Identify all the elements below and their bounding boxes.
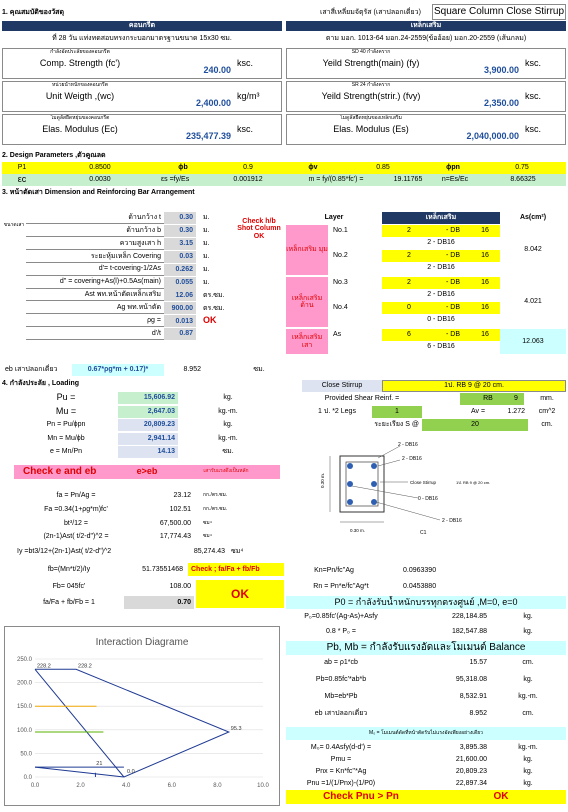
concrete-prop-en: Elas. Modulus (Ec)	[42, 123, 118, 134]
label-dim-vertical: 0.30 m.	[320, 472, 325, 488]
m0-value: 20,809.23	[455, 768, 487, 776]
load-label: Mn = Mu/ϕb	[47, 434, 85, 442]
dim-row-value: 0.30	[164, 225, 196, 237]
dim-row-value: 0.055	[164, 277, 196, 289]
rebar-layer: No.1	[333, 227, 348, 235]
phi-pn-value: 0.75	[515, 164, 529, 172]
pb-value: 8.952	[469, 710, 487, 718]
fb-check: Check ; fa/Fa + fb/Fb	[188, 563, 284, 576]
combined-ok: OK	[196, 580, 284, 608]
column-type-title: Square Column Close Stirrup	[432, 4, 566, 20]
av-unit: cm^2	[538, 408, 556, 416]
sum-value: 0.70	[124, 596, 194, 609]
label-top-bars: 2 - DB16	[398, 442, 418, 448]
m0-title: M₀ = โมเมนต์ดัดที่หน้าตัดรับไม่แรงอัดเพียงอย่างเดียว	[286, 727, 566, 740]
load-value: 14.13	[118, 446, 178, 458]
m0-label: Pmu =	[330, 756, 352, 764]
concrete-prop-value: 240.00	[203, 64, 231, 75]
eb-unit: ซม.	[253, 366, 265, 374]
concrete-prop-box	[2, 48, 282, 79]
rebar-5	[347, 499, 353, 505]
sum-label: fa/Fa + fb/Fb = 1	[43, 598, 95, 606]
dim-row-label: ด้านกว้าง b	[26, 225, 164, 237]
x-tick-label: 6.0	[167, 783, 176, 789]
check-e-label: Check e and eb	[23, 465, 97, 477]
load-value: 20,809.23	[118, 419, 178, 431]
legs-value: 1	[372, 406, 422, 418]
column-outline	[340, 456, 384, 512]
m0-unit: kg.	[523, 768, 533, 776]
m0-unit: kg.-m.	[518, 744, 538, 752]
steel-prop-en: Elas. Modulus (Es)	[333, 123, 409, 134]
rb-diameter: 9	[508, 393, 524, 405]
pb-unit: cm.	[522, 710, 534, 718]
eb-value: 8.952	[183, 366, 201, 374]
calc-value: 67,500.00	[159, 519, 191, 527]
p1-value: 0.8500	[89, 164, 111, 172]
series-line-2	[35, 669, 124, 777]
shear-reinf-label: Provided Shear Reinf. =	[324, 395, 400, 403]
fb-label: fb=(Mn*t/2)/Iy	[47, 565, 91, 573]
epsilon-c-value: 0.0030	[89, 176, 111, 184]
p0-unit: kg.	[523, 628, 533, 636]
rebar-count: 2	[382, 225, 436, 237]
x-tick-label: 2.0	[76, 783, 85, 789]
load-unit: kg.	[223, 421, 233, 429]
steel-prop-th: SR 24 กำลังคราก	[351, 81, 391, 88]
pb-value: 15.57	[469, 659, 487, 667]
calc-unit: กก./ตร.ซม.	[203, 492, 228, 499]
x-tick-label: 10.0	[257, 783, 269, 789]
steel-standard: ตาม มอก. 1013-64 มอก.24-2559(ข้ออ้อย) มอก.20-2559 (เส้นกลม)	[325, 35, 527, 43]
n-value: 8.66325	[510, 176, 536, 184]
dim-row-label: Ag พท.หน้าตัด	[26, 302, 164, 314]
steel-prop-value: 2,350.00	[483, 97, 519, 108]
column-section-drawing	[290, 436, 566, 554]
rebar-count: 0	[382, 302, 436, 314]
spacing-label: ระยะเรียง S @	[374, 421, 419, 429]
steel-prop-box	[286, 48, 566, 79]
p1-label: P1	[17, 164, 27, 172]
label-side-bars: 0 - DB16	[418, 496, 438, 502]
phi-b-value: 0.9	[243, 164, 253, 172]
dim-row-value: 0.013	[164, 315, 196, 327]
load-value: 2,941.14	[118, 433, 178, 445]
m0-label: Pnx = Kn*fc''*Ag	[315, 768, 367, 776]
dim-row-label: d" = covering+As(l)+0.5As(main)	[26, 277, 164, 289]
n-label: n=Es/Ec	[441, 176, 469, 184]
dim-row-label: d'= t-covering-1/2As	[26, 264, 164, 276]
load-unit: ซม.	[222, 448, 234, 456]
concrete-header: คอนกรีต	[2, 21, 282, 31]
label-column-name: C1	[420, 530, 427, 536]
m0-label: Pnu =1/(1/Pnx)-(1/P0)	[306, 780, 376, 788]
column-type-caption: เสาสี่เหลี่ยมจัตุรัส (เสาปลอกเดี่ยว)	[320, 9, 421, 17]
concrete-prop-unit: kg/m³	[237, 91, 260, 102]
rebar-summary: 0 - DB16	[427, 316, 455, 324]
load-label: Pn = Pu/ϕpn	[46, 421, 86, 429]
dim-row-label: Ast พท.หน้าตัดเหล็กเสริม	[26, 289, 164, 301]
phi-b-label: ϕb	[178, 164, 188, 172]
steel-prop-unit: ksc.	[525, 91, 542, 102]
section-2-title: 2. Design Parameters ,ตัวคูณลด	[2, 151, 106, 159]
concrete-prop-value: 2,400.00	[195, 97, 231, 108]
dim-row-unit: ม.	[203, 278, 210, 286]
m0-value: 22,897.34	[455, 780, 487, 788]
rebar-area: 4.021	[524, 298, 542, 306]
dim-row-value: 900.00	[164, 302, 196, 314]
steel-prop-value: 2,040,000.00	[466, 130, 519, 141]
rebar-type: - DB	[436, 329, 470, 341]
steel-prop-th: SD 40 กำลังคราก	[351, 48, 391, 55]
stirrup-spec: 1ป. RB 9 @ 20 cm.	[382, 380, 566, 392]
concrete-prop-box	[2, 114, 282, 145]
rebar-area: 12.063	[500, 329, 566, 354]
pb-label: Mb=eb*Pb	[324, 693, 358, 701]
rebar-summary: 2 - DB16	[427, 264, 455, 272]
short-column-check: Check h/b Shot Column OK	[237, 217, 281, 240]
p0-title: P0 = กำลังรับน้ำหนักบรรทุกตรงศูนย์ ,M=0, e=0	[286, 596, 566, 609]
calc-label: bt³/12 =	[64, 519, 88, 527]
m0-value: 3,895.38	[459, 744, 487, 752]
steel-prop-unit: ksc.	[525, 124, 542, 135]
rebar-layer: No.2	[333, 252, 348, 260]
calc-unit: ซม⁴	[203, 519, 212, 526]
p0-value: 182,547.88	[451, 628, 487, 636]
steel-prop-value: 3,900.00	[483, 64, 519, 75]
rebar-2	[371, 463, 377, 469]
rebar-diameter: 16	[470, 302, 500, 314]
load-value: 2,647.03	[118, 406, 178, 418]
rebar-area: 8.042	[524, 246, 542, 254]
pb-label: Pb=0.85fc'*ab*b	[315, 676, 367, 684]
av-label: Av =	[470, 408, 486, 416]
interaction-chart-frame	[4, 626, 280, 806]
dim-row-label: ρg =	[26, 315, 164, 327]
spacing-unit: cm.	[541, 421, 553, 429]
final-check-label: Check Pnu > Pn	[286, 790, 436, 804]
rebar-1	[347, 463, 353, 469]
section-3-title: 3. หน้าตัดเสา Dimension and Reinforcing Bar Arrangement	[2, 188, 195, 196]
steel-prop-box	[286, 81, 566, 112]
dim-row-value: 0.87	[164, 328, 196, 340]
rebar-type: - DB	[436, 250, 470, 262]
load-unit: kg.	[223, 394, 233, 402]
data-label: 228.2	[37, 663, 51, 670]
pb-title: Pb, Mb = กำลังรับแรงอัดและโมเมนต์ Balance	[286, 641, 566, 655]
m-value: 19.11765	[393, 176, 423, 184]
rebar-diameter: 16	[470, 329, 500, 341]
epsilon-c-label: εc	[17, 174, 27, 185]
iy-unit: ซม⁴	[231, 548, 244, 556]
series-line-0	[35, 669, 229, 777]
epsilon-s-label: εs =fy/Es	[161, 176, 190, 184]
calc-unit: กก./ตร.ซม.	[203, 506, 228, 513]
y-tick-label: 250.0	[16, 657, 32, 663]
concrete-prop-th: โมดูลัสยืดหยุ่นของคอนกรีต	[50, 114, 110, 121]
section-4-title: 4. กำลังประลัย , Loading	[2, 379, 80, 387]
dim-row-unit: ม.	[203, 240, 210, 248]
iy-label: Iy =bt3/12+(2n-1)Ast( t/2-d")^2	[17, 548, 112, 556]
concrete-standard: ที่ 28 วัน แท่งทดสอบทรงกระบอกมาตรฐานขนาด 15x30 ซม.	[52, 35, 232, 43]
rebar-type: - DB	[436, 302, 470, 314]
dim-row-label: ระยะหุ้มเหล็ก Covering	[26, 251, 164, 263]
kn-label: Kn=Pn/fc''Ag	[314, 566, 354, 574]
data-label: 95.3	[230, 726, 242, 733]
steel-prop-en: Yeild Strength(main) (fy)	[322, 57, 420, 68]
chart-title: Interaction Diagrame	[95, 637, 189, 648]
calc-value: 17,774.43	[159, 533, 191, 541]
calc-label: fa = Pn/Ag =	[56, 492, 96, 500]
legs-label: 1 ป. *2 Legs	[318, 408, 356, 416]
kn-value: 0.0963390	[403, 566, 437, 574]
calc-value: 102.51	[169, 506, 191, 514]
layer-header: Layer	[324, 214, 344, 222]
rebar-layer: No.3	[333, 279, 348, 287]
x-tick-label: 8.0	[213, 783, 222, 789]
data-label: 0.0	[127, 769, 135, 776]
rebar-count: 2	[382, 250, 436, 262]
pb-unit: cm.	[522, 659, 534, 667]
final-check-result: OK	[436, 790, 566, 804]
m0-value: 21,600.00	[455, 756, 487, 764]
dim-row-label: ความสูงเสา h	[26, 238, 164, 250]
dim-row-unit: ม.	[203, 214, 210, 222]
load-value: 15,606.92	[118, 392, 178, 404]
phi-pn-label: ϕpn	[446, 164, 460, 172]
check-e-result: e>eb	[136, 466, 158, 477]
spacing-value: 20	[422, 419, 528, 431]
calc-unit: ซม⁴	[203, 533, 212, 540]
rebar-diameter: 16	[470, 277, 500, 289]
dim-row-unit: OK	[203, 315, 217, 326]
dim-row-unit: ตร.ซม.	[203, 304, 225, 312]
x-tick-label: 0.0	[30, 783, 40, 789]
rebar-layer: No.4	[333, 304, 348, 312]
fb-value: 51.73551468	[142, 565, 183, 573]
concrete-prop-unit: ksc.	[237, 58, 254, 69]
m-label: m = fy/(0.85*fc') =	[308, 176, 364, 184]
dim-row-unit: ตร.ซม.	[203, 291, 225, 299]
series-line-3	[35, 767, 124, 777]
m0-unit: kg.	[523, 780, 533, 788]
concrete-prop-en: Comp. Strength (fc')	[39, 57, 121, 68]
eb-label: eb เสาปลอกเดี่ยว	[5, 366, 58, 374]
label-stirrup: Close Stirrup	[410, 480, 437, 485]
steel-prop-en: Yeild Strength(strir.) (fvy)	[321, 90, 421, 101]
eb-formula: 0.67*ρg*m + 0.17)*	[72, 364, 164, 376]
calc-value: 23.12	[173, 492, 191, 500]
section-1-title: 1. คุณสมบัติของวัสดุ	[2, 9, 64, 17]
pb-label: ab = ρ1*cb	[324, 659, 358, 667]
y-tick-label: 200.0	[16, 680, 32, 687]
calc-label: (2n-1)Ast( t/2-d")^2 =	[43, 533, 109, 541]
data-label: 21	[96, 761, 103, 768]
x-tick-label: 4.0	[122, 783, 131, 789]
steel-prop-box	[286, 114, 566, 145]
p0-label: P₀=0.85fc'(Ag-As)+Asfy	[304, 613, 378, 621]
dim-row-label: ด้านกว้าง t	[26, 212, 164, 224]
rn-label: Rn = Pn*e/fc''Ag*t	[313, 582, 369, 590]
pb-unit: kg.-m.	[518, 693, 538, 701]
concrete-prop-box	[2, 81, 282, 112]
calc-label: Fa =0.34(1+ρg*m)fc'	[44, 506, 108, 514]
pb-value: 95,318.08	[455, 676, 487, 684]
y-tick-label: 100.0	[16, 727, 32, 734]
rebar-group-name: เหล็กเสริม เสา	[286, 329, 328, 354]
concrete-prop-th: กำลังอัดประลัยของคอนกรีต	[50, 48, 110, 55]
phi-v-label: ϕv	[308, 164, 318, 172]
load-label: e = Mn/Pn	[49, 448, 83, 456]
rn-value: 0.0453880	[403, 582, 437, 590]
dim-row-value: 3.15	[164, 238, 196, 250]
pb-unit: kg.	[523, 676, 533, 684]
p0-label: 0.8 * P₀ =	[326, 628, 356, 636]
rb-unit: mm.	[540, 395, 554, 403]
av-value: 1.272	[507, 408, 525, 416]
rebar-group-name: เหล็กเสริม มุม	[286, 225, 328, 275]
dim-row-value: 0.03	[164, 251, 196, 263]
steel-prop-th: โมดูลัสยืดหยุ่นของเหล็กเสริม	[340, 114, 402, 121]
rebar-type: - DB	[436, 225, 470, 237]
load-unit: kg.-m.	[218, 407, 238, 415]
label-mid-bars: 2 - DB16	[402, 456, 422, 462]
rebar-type: - DB	[436, 277, 470, 289]
load-label: Mu =	[55, 405, 77, 416]
load-label: Pu =	[56, 392, 76, 403]
y-tick-label: 150.0	[16, 704, 32, 711]
concrete-prop-unit: ksc.	[237, 124, 254, 135]
epsilon-s-value: 0.001912	[233, 176, 263, 184]
steel-header: เหล็กเสริม	[286, 21, 566, 31]
pb-value: 8,532.91	[459, 693, 487, 701]
dim-row-unit	[200, 328, 234, 340]
dim-row-value: 0.30	[164, 212, 196, 224]
dim-row-unit: ม.	[203, 253, 210, 261]
as-header: As(cm²)	[519, 214, 547, 222]
rb-label: RB	[460, 393, 516, 405]
rebar-diameter: 16	[470, 250, 500, 262]
rebar-group-name: เหล็กเสริม ด้าน	[286, 277, 328, 327]
pb-label: eb เสาปลอกเดี่ยว	[314, 710, 368, 718]
rebar-count: 2	[382, 277, 436, 289]
label-stirrup-spec: 1ป. RB 9 @ 20 cm.	[456, 480, 491, 485]
dim-row-unit: ม.	[203, 227, 210, 235]
p0-value: 228,184.85	[451, 613, 487, 621]
m0-label: M₀= 0.4Asfy(d-d') =	[310, 744, 372, 752]
p0-unit: kg.	[523, 613, 533, 621]
rebar-header: เหล็กเสริม	[382, 212, 500, 224]
label-bottom-bars: 2 - DB16	[442, 518, 462, 524]
load-unit: kg.-m.	[218, 434, 238, 442]
label-dim-horizontal: 0.30 m.	[350, 528, 366, 533]
y-tick-label: 50.0	[20, 751, 32, 758]
m0-unit: kg.	[523, 756, 533, 764]
rebar-layer: As	[333, 331, 342, 339]
concrete-prop-th: หน่วยน้ำหนักของคอนกรีต	[51, 81, 108, 88]
concrete-prop-en: Unit Weigth ,(wc)	[45, 90, 115, 101]
dim-row-unit: ม.	[203, 265, 210, 273]
concrete-prop-value: 235,477.39	[185, 130, 231, 141]
dim-row-label: d'/t	[26, 328, 164, 340]
rebar-summary: 2 - DB16	[427, 291, 455, 299]
iy-value: 85,274.43	[193, 548, 225, 556]
dim-row-value: 12.06	[164, 289, 196, 301]
dim-row-value: 0.262	[164, 264, 196, 276]
rebar-summary: 2 - DB16	[427, 239, 455, 247]
interaction-chart	[5, 627, 279, 805]
y-tick-label: 0.0	[23, 775, 32, 781]
Fb-value: 108.00	[169, 582, 191, 590]
rebar-summary: 6 - DB16	[427, 343, 455, 351]
stirrup-title: Close Stirrup	[302, 380, 382, 392]
Fb-label: Fb= 045fc'	[52, 582, 86, 590]
rebar-count: 6	[382, 329, 436, 341]
dim-label: ขนาดเสา	[3, 222, 25, 229]
check-e-note: เสารับแรงดึงเป็นหลัก	[203, 468, 249, 475]
steel-prop-unit: ksc.	[525, 58, 542, 69]
data-label: 228.2	[78, 663, 92, 670]
rebar-diameter: 16	[470, 225, 500, 237]
phi-v-value: 0.85	[376, 164, 390, 172]
rebar-4	[371, 481, 377, 487]
